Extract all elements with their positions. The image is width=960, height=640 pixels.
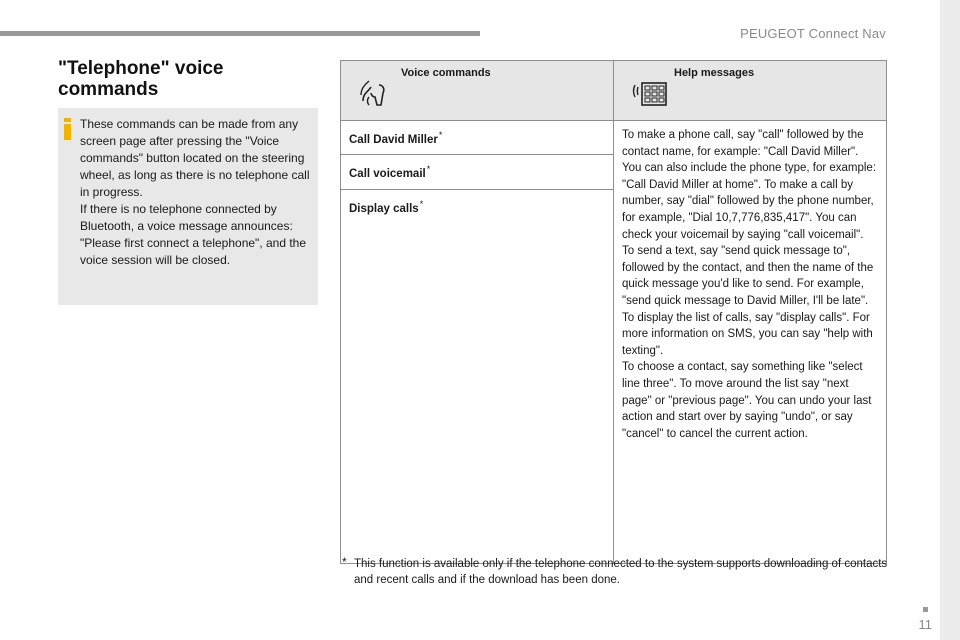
info-paragraph: These commands can be made from any screen page after pressing the "Voice commands" button located on the steering wheel, as long as there is no telephone call in progress. bbox=[80, 117, 310, 199]
command-label: Display calls bbox=[349, 202, 419, 215]
footnote-mark: * bbox=[342, 555, 347, 569]
voice-command-icon bbox=[359, 75, 395, 109]
info-box bbox=[58, 108, 318, 305]
voice-commands-table bbox=[340, 60, 887, 564]
header-voice-commands bbox=[341, 61, 614, 121]
command-label: Call voicemail bbox=[349, 168, 426, 181]
header-rule bbox=[0, 31, 480, 36]
command-cell bbox=[341, 189, 614, 563]
table-row bbox=[341, 121, 887, 155]
running-head: PEUGEOT Connect Nav bbox=[740, 26, 886, 41]
footnote-text: This function is available only if the telephone connected to the system supports downloading of contacts and recent calls and if the download has been done. bbox=[354, 558, 888, 586]
footnote-mark: * bbox=[419, 198, 424, 209]
footnote bbox=[342, 556, 888, 588]
telephone-keypad-icon bbox=[632, 75, 668, 109]
help-message-cell bbox=[614, 121, 887, 564]
page-number: 11 bbox=[918, 617, 932, 632]
header-voice-label: Voice commands bbox=[401, 67, 491, 79]
help-paragraph: To make a phone call, say "call" followed by the contact name, for example: "Call David Miller". You can also include the phone type, for example: "Call David Miller at home". To make a call by number, say "dial" followed by the phone number, for example, "Dial 10,7,776,835,417". You can check your voicemail by saying "call voicemail". To send a text, say "send quick message to", followed by the contact, and then the name of the quick message you'd like to send. For example, "send quick message to David Miller, I'll be late". To display the list of calls, say "display calls". For more information on SMS, you can say "help with texting". bbox=[622, 129, 877, 357]
help-paragraph: To choose a contact, say something like "select line three". To move around the list say "next page" or "previous page". You can undo your last action and start over by saying "undo", or say "cancel" to cancel the current action. bbox=[622, 361, 872, 440]
info-text bbox=[80, 116, 312, 269]
side-band bbox=[940, 0, 960, 640]
continuation-mark bbox=[923, 607, 928, 612]
table-header-row bbox=[341, 61, 887, 121]
footnote-mark: * bbox=[438, 130, 443, 140]
info-paragraph: If there is no telephone connected by Bluetooth, a voice message announces: "Please first connect a telephone", and the voice session will be closed. bbox=[80, 202, 307, 267]
info-icon bbox=[64, 118, 71, 140]
command-label: Call David Miller bbox=[349, 133, 438, 146]
header-help-label: Help messages bbox=[674, 67, 755, 79]
footnote-mark: * bbox=[426, 164, 431, 175]
section-title: "Telephone" voice commands bbox=[58, 58, 224, 100]
command-cell bbox=[341, 155, 614, 189]
command-cell bbox=[341, 121, 614, 155]
header-help-messages bbox=[614, 61, 887, 121]
